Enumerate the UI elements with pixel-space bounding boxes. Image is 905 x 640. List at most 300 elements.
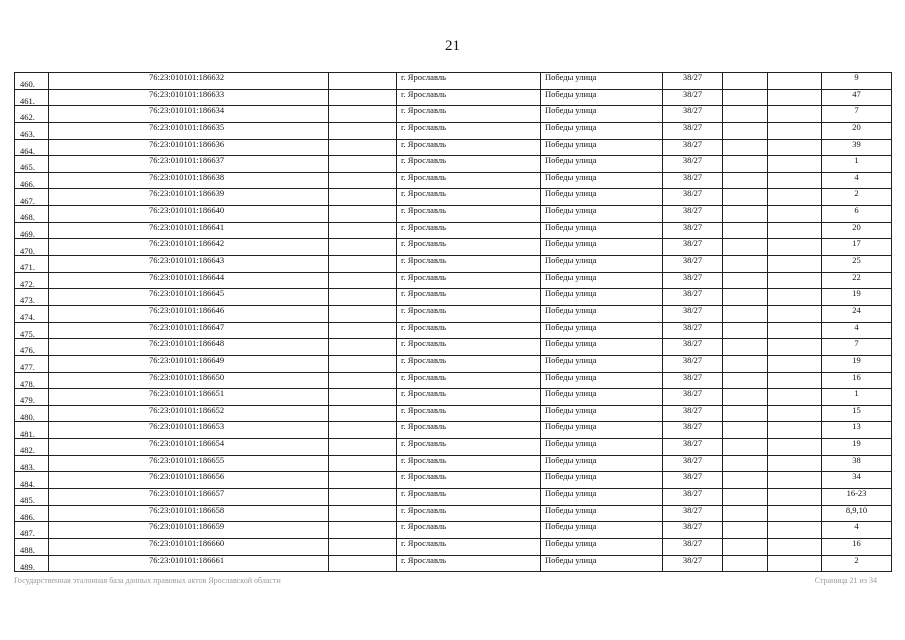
apartment-number: 1 <box>822 156 892 173</box>
empty-cell <box>329 139 397 156</box>
city-cell: г. Ярославль <box>397 289 541 306</box>
empty-cell <box>329 106 397 123</box>
empty-cell <box>723 305 768 322</box>
row-number: 468. <box>15 206 49 223</box>
row-number: 480. <box>15 405 49 422</box>
street-cell: Победы улица <box>541 505 663 522</box>
street-cell: Победы улица <box>541 272 663 289</box>
empty-cell <box>723 289 768 306</box>
empty-cell <box>723 389 768 406</box>
empty-cell <box>768 538 822 555</box>
row-number: 481. <box>15 422 49 439</box>
cadastral-number: 76:23:010101:186650 <box>49 372 329 389</box>
house-number: 38/27 <box>663 139 723 156</box>
city-cell: г. Ярославль <box>397 172 541 189</box>
empty-cell <box>768 156 822 173</box>
city-cell: г. Ярославль <box>397 538 541 555</box>
empty-cell <box>768 189 822 206</box>
empty-cell <box>329 355 397 372</box>
street-cell: Победы улица <box>541 189 663 206</box>
row-number: 463. <box>15 122 49 139</box>
table-row <box>15 489 892 506</box>
city-cell: г. Ярославль <box>397 455 541 472</box>
row-number: 482. <box>15 439 49 456</box>
empty-cell <box>723 122 768 139</box>
table-row <box>15 439 892 456</box>
empty-cell <box>768 256 822 273</box>
cadastral-number: 76:23:010101:186652 <box>49 405 329 422</box>
row-number: 477. <box>15 355 49 372</box>
apartment-number: 13 <box>822 422 892 439</box>
city-cell: г. Ярославль <box>397 89 541 106</box>
empty-cell <box>723 156 768 173</box>
house-number: 38/27 <box>663 372 723 389</box>
apartment-number: 7 <box>822 339 892 356</box>
city-cell: г. Ярославль <box>397 522 541 539</box>
apartment-number: 34 <box>822 472 892 489</box>
empty-cell <box>329 89 397 106</box>
apartment-number: 15 <box>822 405 892 422</box>
empty-cell <box>723 172 768 189</box>
house-number: 38/27 <box>663 439 723 456</box>
empty-cell <box>768 89 822 106</box>
empty-cell <box>723 405 768 422</box>
empty-cell <box>768 206 822 223</box>
street-cell: Победы улица <box>541 239 663 256</box>
empty-cell <box>768 405 822 422</box>
apartment-number: 38 <box>822 455 892 472</box>
house-number: 38/27 <box>663 289 723 306</box>
empty-cell <box>329 172 397 189</box>
house-number: 38/27 <box>663 455 723 472</box>
empty-cell <box>723 455 768 472</box>
house-number: 38/27 <box>663 239 723 256</box>
street-cell: Победы улица <box>541 455 663 472</box>
empty-cell <box>329 372 397 389</box>
empty-cell <box>723 372 768 389</box>
table-row <box>15 522 892 539</box>
empty-cell <box>723 222 768 239</box>
table-row <box>15 122 892 139</box>
table-row <box>15 106 892 123</box>
cadastral-number: 76:23:010101:186634 <box>49 106 329 123</box>
empty-cell <box>329 422 397 439</box>
footer-page-count: Страница 21 из 34 <box>814 576 877 585</box>
empty-cell <box>768 372 822 389</box>
empty-cell <box>768 389 822 406</box>
empty-cell <box>723 355 768 372</box>
city-cell: г. Ярославль <box>397 106 541 123</box>
cadastral-number: 76:23:010101:186659 <box>49 522 329 539</box>
table-row <box>15 189 892 206</box>
cadastral-number: 76:23:010101:186660 <box>49 538 329 555</box>
street-cell: Победы улица <box>541 372 663 389</box>
empty-cell <box>329 73 397 90</box>
table-row <box>15 139 892 156</box>
registry-rows <box>15 73 892 572</box>
house-number: 38/27 <box>663 172 723 189</box>
table-row <box>15 455 892 472</box>
street-cell: Победы улица <box>541 222 663 239</box>
cadastral-number: 76:23:010101:186656 <box>49 472 329 489</box>
empty-cell <box>768 239 822 256</box>
cadastral-number: 76:23:010101:186643 <box>49 256 329 273</box>
house-number: 38/27 <box>663 489 723 506</box>
empty-cell <box>329 239 397 256</box>
table-row <box>15 472 892 489</box>
empty-cell <box>329 222 397 239</box>
empty-cell <box>723 489 768 506</box>
empty-cell <box>768 305 822 322</box>
street-cell: Победы улица <box>541 139 663 156</box>
house-number: 38/27 <box>663 389 723 406</box>
table-row <box>15 272 892 289</box>
apartment-number: 47 <box>822 89 892 106</box>
cadastral-number: 76:23:010101:186641 <box>49 222 329 239</box>
empty-cell <box>768 555 822 572</box>
row-number: 486. <box>15 505 49 522</box>
empty-cell <box>329 389 397 406</box>
street-cell: Победы улица <box>541 156 663 173</box>
house-number: 38/27 <box>663 505 723 522</box>
empty-cell <box>768 439 822 456</box>
house-number: 38/27 <box>663 472 723 489</box>
cadastral-number: 76:23:010101:186649 <box>49 355 329 372</box>
empty-cell <box>329 256 397 273</box>
table-row <box>15 89 892 106</box>
city-cell: г. Ярославль <box>397 222 541 239</box>
empty-cell <box>329 455 397 472</box>
house-number: 38/27 <box>663 122 723 139</box>
empty-cell <box>768 122 822 139</box>
row-number: 466. <box>15 172 49 189</box>
cadastral-number: 76:23:010101:186647 <box>49 322 329 339</box>
table-row <box>15 239 892 256</box>
table-row <box>15 172 892 189</box>
empty-cell <box>723 505 768 522</box>
row-number: 471. <box>15 256 49 273</box>
cadastral-number: 76:23:010101:186635 <box>49 122 329 139</box>
cadastral-number: 76:23:010101:186658 <box>49 505 329 522</box>
table-row <box>15 206 892 223</box>
row-number: 488. <box>15 538 49 555</box>
empty-cell <box>723 272 768 289</box>
cadastral-number: 76:23:010101:186639 <box>49 189 329 206</box>
empty-cell <box>768 139 822 156</box>
house-number: 38/27 <box>663 106 723 123</box>
house-number: 38/27 <box>663 73 723 90</box>
empty-cell <box>329 489 397 506</box>
empty-cell <box>768 272 822 289</box>
table-row <box>15 555 892 572</box>
street-cell: Победы улица <box>541 538 663 555</box>
empty-cell <box>329 189 397 206</box>
empty-cell <box>768 472 822 489</box>
empty-cell <box>329 122 397 139</box>
house-number: 38/27 <box>663 339 723 356</box>
city-cell: г. Ярославль <box>397 73 541 90</box>
empty-cell <box>768 222 822 239</box>
street-cell: Победы улица <box>541 172 663 189</box>
table-row <box>15 156 892 173</box>
empty-cell <box>723 239 768 256</box>
table-row <box>15 339 892 356</box>
empty-cell <box>723 106 768 123</box>
cadastral-number: 76:23:010101:186637 <box>49 156 329 173</box>
row-number: 461. <box>15 89 49 106</box>
street-cell: Победы улица <box>541 489 663 506</box>
apartment-number: 4 <box>822 172 892 189</box>
house-number: 38/27 <box>663 405 723 422</box>
city-cell: г. Ярославль <box>397 372 541 389</box>
cadastral-number: 76:23:010101:186655 <box>49 455 329 472</box>
empty-cell <box>723 256 768 273</box>
table-row <box>15 372 892 389</box>
cadastral-number: 76:23:010101:186653 <box>49 422 329 439</box>
apartment-number: 2 <box>822 555 892 572</box>
city-cell: г. Ярославль <box>397 355 541 372</box>
apartment-number: 2 <box>822 189 892 206</box>
row-number: 473. <box>15 289 49 306</box>
house-number: 38/27 <box>663 272 723 289</box>
empty-cell <box>723 89 768 106</box>
empty-cell <box>768 522 822 539</box>
cadastral-number: 76:23:010101:186645 <box>49 289 329 306</box>
city-cell: г. Ярославль <box>397 156 541 173</box>
city-cell: г. Ярославль <box>397 339 541 356</box>
empty-cell <box>768 73 822 90</box>
empty-cell <box>768 339 822 356</box>
cadastral-number: 76:23:010101:186646 <box>49 305 329 322</box>
house-number: 38/27 <box>663 189 723 206</box>
city-cell: г. Ярославль <box>397 305 541 322</box>
city-cell: г. Ярославль <box>397 505 541 522</box>
apartment-number: 19 <box>822 289 892 306</box>
row-number: 464. <box>15 139 49 156</box>
apartment-number: 1 <box>822 389 892 406</box>
apartment-number: 9 <box>822 73 892 90</box>
city-cell: г. Ярославль <box>397 239 541 256</box>
city-cell: г. Ярославль <box>397 422 541 439</box>
apartment-number: 6 <box>822 206 892 223</box>
empty-cell <box>329 289 397 306</box>
row-number: 467. <box>15 189 49 206</box>
empty-cell <box>723 189 768 206</box>
row-number: 469. <box>15 222 49 239</box>
empty-cell <box>768 289 822 306</box>
street-cell: Победы улица <box>541 555 663 572</box>
street-cell: Победы улица <box>541 106 663 123</box>
street-cell: Победы улица <box>541 355 663 372</box>
row-number: 484. <box>15 472 49 489</box>
apartment-number: 20 <box>822 122 892 139</box>
apartment-number: 4 <box>822 322 892 339</box>
table-row <box>15 256 892 273</box>
row-number: 489. <box>15 555 49 572</box>
empty-cell <box>329 505 397 522</box>
empty-cell <box>723 422 768 439</box>
house-number: 38/27 <box>663 322 723 339</box>
apartment-number: 4 <box>822 522 892 539</box>
apartment-number: 16 <box>822 538 892 555</box>
row-number: 462. <box>15 106 49 123</box>
table-row <box>15 305 892 322</box>
empty-cell <box>723 206 768 223</box>
street-cell: Победы улица <box>541 206 663 223</box>
city-cell: г. Ярославль <box>397 389 541 406</box>
city-cell: г. Ярославль <box>397 472 541 489</box>
empty-cell <box>768 422 822 439</box>
empty-cell <box>768 172 822 189</box>
row-number: 487. <box>15 522 49 539</box>
empty-cell <box>329 555 397 572</box>
street-cell: Победы улица <box>541 305 663 322</box>
table-row <box>15 405 892 422</box>
row-number: 478. <box>15 372 49 389</box>
registry-table <box>14 72 892 572</box>
street-cell: Победы улица <box>541 405 663 422</box>
empty-cell <box>723 322 768 339</box>
row-number: 472. <box>15 272 49 289</box>
row-number: 460. <box>15 73 49 90</box>
row-number: 485. <box>15 489 49 506</box>
empty-cell <box>329 272 397 289</box>
cadastral-number: 76:23:010101:186636 <box>49 139 329 156</box>
empty-cell <box>768 355 822 372</box>
apartment-number: 19 <box>822 355 892 372</box>
table-row <box>15 422 892 439</box>
city-cell: г. Ярославль <box>397 272 541 289</box>
empty-cell <box>768 322 822 339</box>
empty-cell <box>329 156 397 173</box>
city-cell: г. Ярославль <box>397 122 541 139</box>
row-number: 465. <box>15 156 49 173</box>
apartment-number: 17 <box>822 239 892 256</box>
apartment-number: 25 <box>822 256 892 273</box>
table-row <box>15 322 892 339</box>
empty-cell <box>329 305 397 322</box>
cadastral-number: 76:23:010101:186632 <box>49 73 329 90</box>
cadastral-number: 76:23:010101:186644 <box>49 272 329 289</box>
apartment-number: 16 <box>822 372 892 389</box>
empty-cell <box>329 522 397 539</box>
city-cell: г. Ярославль <box>397 405 541 422</box>
cadastral-number: 76:23:010101:186654 <box>49 439 329 456</box>
apartment-number: 22 <box>822 272 892 289</box>
row-number: 475. <box>15 322 49 339</box>
city-cell: г. Ярославль <box>397 439 541 456</box>
cadastral-number: 76:23:010101:186638 <box>49 172 329 189</box>
empty-cell <box>723 439 768 456</box>
row-number: 474. <box>15 305 49 322</box>
city-cell: г. Ярославль <box>397 322 541 339</box>
empty-cell <box>723 522 768 539</box>
empty-cell <box>723 555 768 572</box>
street-cell: Победы улица <box>541 256 663 273</box>
house-number: 38/27 <box>663 422 723 439</box>
city-cell: г. Ярославль <box>397 256 541 273</box>
house-number: 38/27 <box>663 89 723 106</box>
empty-cell <box>329 339 397 356</box>
street-cell: Победы улица <box>541 472 663 489</box>
row-number: 483. <box>15 455 49 472</box>
house-number: 38/27 <box>663 355 723 372</box>
empty-cell <box>329 206 397 223</box>
city-cell: г. Ярославль <box>397 189 541 206</box>
table-row <box>15 355 892 372</box>
table-row <box>15 505 892 522</box>
row-number: 479. <box>15 389 49 406</box>
cadastral-number: 76:23:010101:186633 <box>49 89 329 106</box>
empty-cell <box>723 73 768 90</box>
empty-cell <box>329 405 397 422</box>
city-cell: г. Ярославль <box>397 206 541 223</box>
street-cell: Победы улица <box>541 389 663 406</box>
cadastral-number: 76:23:010101:186657 <box>49 489 329 506</box>
street-cell: Победы улица <box>541 439 663 456</box>
apartment-number: 8,9,10 <box>822 505 892 522</box>
house-number: 38/27 <box>663 555 723 572</box>
house-number: 38/27 <box>663 156 723 173</box>
house-number: 38/27 <box>663 305 723 322</box>
house-number: 38/27 <box>663 522 723 539</box>
apartment-number: 24 <box>822 305 892 322</box>
empty-cell <box>768 455 822 472</box>
street-cell: Победы улица <box>541 339 663 356</box>
empty-cell <box>329 538 397 555</box>
empty-cell <box>329 439 397 456</box>
empty-cell <box>723 139 768 156</box>
table-row <box>15 222 892 239</box>
house-number: 38/27 <box>663 256 723 273</box>
cadastral-number: 76:23:010101:186651 <box>49 389 329 406</box>
street-cell: Победы улица <box>541 522 663 539</box>
empty-cell <box>768 489 822 506</box>
row-number: 476. <box>15 339 49 356</box>
street-cell: Победы улица <box>541 122 663 139</box>
street-cell: Победы улица <box>541 322 663 339</box>
row-number: 470. <box>15 239 49 256</box>
house-number: 38/27 <box>663 538 723 555</box>
cadastral-number: 76:23:010101:186661 <box>49 555 329 572</box>
empty-cell <box>329 472 397 489</box>
apartment-number: 39 <box>822 139 892 156</box>
cadastral-number: 76:23:010101:186648 <box>49 339 329 356</box>
empty-cell <box>723 472 768 489</box>
table-row <box>15 389 892 406</box>
city-cell: г. Ярославль <box>397 555 541 572</box>
city-cell: г. Ярославль <box>397 139 541 156</box>
empty-cell <box>329 322 397 339</box>
apartment-number: 7 <box>822 106 892 123</box>
apartment-number: 19 <box>822 439 892 456</box>
table-row <box>15 538 892 555</box>
street-cell: Победы улица <box>541 89 663 106</box>
city-cell: г. Ярославль <box>397 489 541 506</box>
cadastral-number: 76:23:010101:186640 <box>49 206 329 223</box>
table-row <box>15 73 892 90</box>
footer-source: Государственная эталонная база данных правовых актов Ярославской области <box>14 576 281 585</box>
page-number: 21 <box>445 38 460 54</box>
house-number: 38/27 <box>663 222 723 239</box>
empty-cell <box>768 106 822 123</box>
street-cell: Победы улица <box>541 289 663 306</box>
empty-cell <box>723 339 768 356</box>
empty-cell <box>768 505 822 522</box>
cadastral-number: 76:23:010101:186642 <box>49 239 329 256</box>
street-cell: Победы улица <box>541 422 663 439</box>
empty-cell <box>723 538 768 555</box>
